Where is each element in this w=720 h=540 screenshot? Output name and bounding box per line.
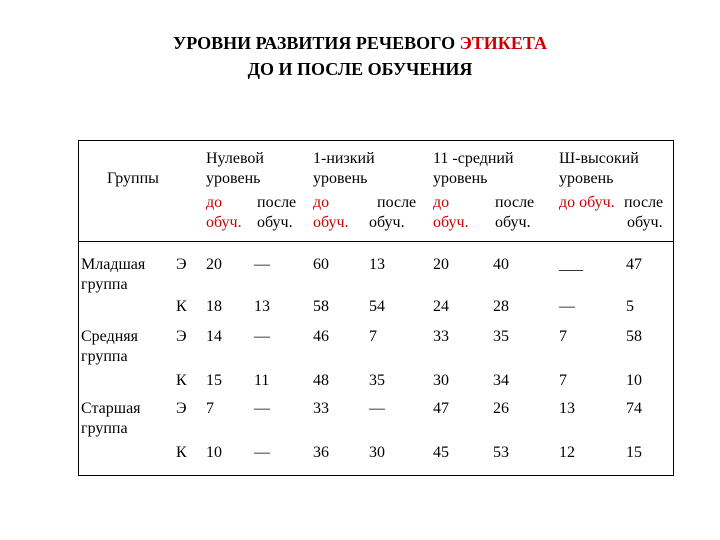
group-name: Младшая bbox=[81, 256, 146, 273]
group-name: группа bbox=[81, 276, 128, 293]
table-cell: 18 bbox=[206, 298, 222, 315]
title-line-1-accent: ЭТИКЕТА bbox=[459, 33, 547, 53]
table-cell: — bbox=[369, 400, 385, 417]
table-cell: 28 bbox=[493, 298, 509, 315]
table-cell: 7 bbox=[206, 400, 214, 417]
row-subgroup-label: Э bbox=[176, 256, 187, 273]
group-name: Старшая bbox=[81, 400, 141, 417]
level-0-line-1: Нулевой bbox=[206, 150, 264, 167]
header-divider bbox=[79, 241, 673, 242]
table-cell: 54 bbox=[369, 298, 385, 315]
table-cell: 13 bbox=[559, 400, 575, 417]
level-3-after-2: обуч. bbox=[627, 214, 663, 231]
table-cell: 34 bbox=[493, 372, 509, 389]
page-title bbox=[0, 30, 720, 82]
table-cell: 26 bbox=[493, 400, 509, 417]
level-0-before-1: до bbox=[206, 194, 223, 211]
table-cell: 60 bbox=[313, 256, 329, 273]
level-2-before-2: обуч. bbox=[433, 214, 469, 231]
level-1-before-2: обуч. bbox=[313, 214, 349, 231]
level-1-line-2: уровень bbox=[313, 170, 368, 187]
table-cell: 13 bbox=[369, 256, 385, 273]
table-cell: 20 bbox=[206, 256, 222, 273]
table-cell: 30 bbox=[433, 372, 449, 389]
level-0-line-2: уровень bbox=[206, 170, 261, 187]
table-cell: 24 bbox=[433, 298, 449, 315]
table-cell: 20 bbox=[433, 256, 449, 273]
table-cell: 10 bbox=[626, 372, 642, 389]
group-name: группа bbox=[81, 348, 128, 365]
row-subgroup-label: К bbox=[176, 444, 187, 461]
table-cell: 12 bbox=[559, 444, 575, 461]
table-cell: 11 bbox=[254, 372, 270, 389]
table-cell: 35 bbox=[369, 372, 385, 389]
level-2-after-1: после bbox=[495, 194, 535, 211]
level-1-before-1: до bbox=[313, 194, 330, 211]
table-cell: 58 bbox=[313, 298, 329, 315]
table-cell: 7 bbox=[369, 328, 377, 345]
table-cell: 74 bbox=[626, 400, 642, 417]
title-line-2: ДО И ПОСЛЕ ОБУЧЕНИЯ bbox=[247, 59, 473, 79]
level-3-line-2: уровень bbox=[559, 170, 614, 187]
level-1-after-1: после bbox=[377, 194, 417, 211]
group-name: группа bbox=[81, 420, 128, 437]
table-cell: 48 bbox=[313, 372, 329, 389]
row-subgroup-label: Э bbox=[176, 400, 187, 417]
level-2-line-2: уровень bbox=[433, 170, 488, 187]
table-cell: — bbox=[254, 328, 270, 345]
table-cell: — bbox=[254, 444, 270, 461]
groups-header: Группы bbox=[107, 170, 159, 187]
table-cell: 36 bbox=[313, 444, 329, 461]
table-cell: 15 bbox=[206, 372, 222, 389]
level-2-before-1: до bbox=[433, 194, 450, 211]
level-2-line-1: 11 -средний bbox=[433, 150, 514, 167]
table-cell: — bbox=[254, 400, 270, 417]
level-0-after-1: после bbox=[257, 194, 297, 211]
level-0-after-2: обуч. bbox=[257, 214, 293, 231]
table-cell: 15 bbox=[626, 444, 642, 461]
table-cell: 33 bbox=[313, 400, 329, 417]
title-line-1 bbox=[0, 30, 720, 56]
table-cell: 47 bbox=[626, 256, 642, 273]
level-1-after-2: обуч. bbox=[369, 214, 405, 231]
table-cell: 46 bbox=[313, 328, 329, 345]
group-name: Средняя bbox=[81, 328, 138, 345]
table-cell: 47 bbox=[433, 400, 449, 417]
levels-table bbox=[78, 140, 674, 476]
table-cell: 7 bbox=[559, 328, 567, 345]
level-3-after-1: после bbox=[624, 194, 664, 211]
table-cell: 40 bbox=[493, 256, 509, 273]
table-cell: 35 bbox=[493, 328, 509, 345]
table-cell: — bbox=[254, 256, 270, 273]
table-cell: 33 bbox=[433, 328, 449, 345]
table-cell: 14 bbox=[206, 328, 222, 345]
table-cell: 30 bbox=[369, 444, 385, 461]
table-cell: ___ bbox=[559, 256, 583, 273]
table-cell: 5 bbox=[626, 298, 634, 315]
level-2-after-2: обуч. bbox=[495, 214, 531, 231]
level-1-line-1: 1-низкий bbox=[313, 150, 375, 167]
level-3-line-1: Ш-высокий bbox=[559, 150, 639, 167]
row-subgroup-label: Э bbox=[176, 328, 187, 345]
title-line-1-main: УРОВНИ РАЗВИТИЯ РЕЧЕВОГО bbox=[173, 33, 460, 53]
row-subgroup-label: К bbox=[176, 298, 187, 315]
table-cell: — bbox=[559, 298, 575, 315]
table-cell: 7 bbox=[559, 372, 567, 389]
table-cell: 10 bbox=[206, 444, 222, 461]
level-0-before-2: обуч. bbox=[206, 214, 242, 231]
table-cell: 58 bbox=[626, 328, 642, 345]
level-3-before-1: до обуч. bbox=[559, 194, 615, 211]
table-cell: 53 bbox=[493, 444, 509, 461]
table-cell: 45 bbox=[433, 444, 449, 461]
row-subgroup-label: К bbox=[176, 372, 187, 389]
table-cell: 13 bbox=[254, 298, 270, 315]
